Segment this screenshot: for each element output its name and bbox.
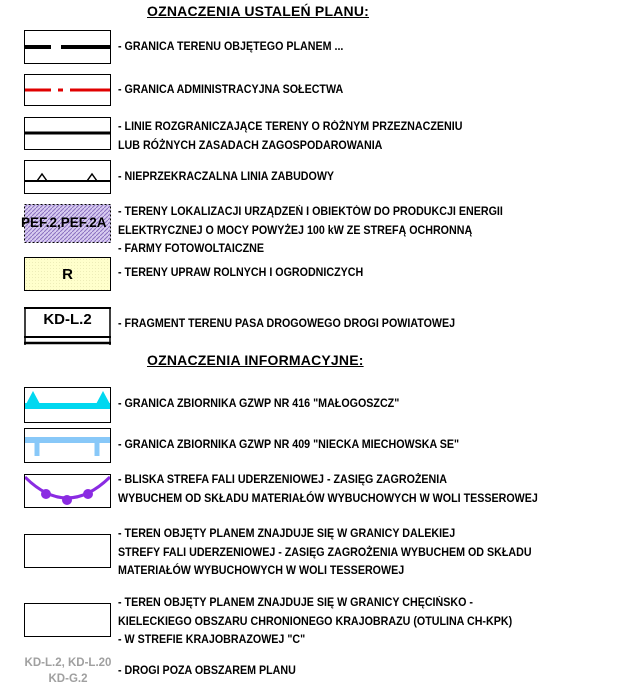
symbol-demarcation-lines bbox=[24, 117, 111, 150]
symbol-label-r: R bbox=[62, 266, 73, 283]
symbol-landscape-area bbox=[24, 603, 111, 637]
dashed-thick-line-icon bbox=[25, 31, 110, 62]
road-labels-line2: KD-G.2 bbox=[48, 673, 88, 685]
building-line-icon bbox=[25, 161, 110, 192]
legend-desc: - TEREN OBJĘTY PLANEM ZNAJDUJE SIĘ W GRANICY CHĘCIŃSKO - KIELECKIEGO OBSZARU CHRONIONEGO KRAJOBRAZU (OTULINA CH-KPK) - W STREFIE KRAJOBRAZOWEJ "C" bbox=[118, 597, 513, 646]
legend-desc: - GRANICA ZBIORNIKA GZWP NR 416 "MAŁOGOSZCZ" bbox=[118, 398, 400, 410]
solid-line-icon bbox=[25, 118, 110, 148]
symbol-gzwp-409 bbox=[24, 428, 111, 463]
legend-desc: - DROGI POZA OBSZAREM PLANU bbox=[118, 665, 296, 677]
symbol-plan-boundary bbox=[24, 30, 111, 64]
legend-desc: - LINIE ROZGRANICZAJĄCE TERENY O RÓŻNYM PRZEZNACZENIU LUB RÓŻNYCH ZASADACH ZAGOSPODAROWANIA bbox=[118, 121, 463, 152]
symbol-r bbox=[24, 257, 111, 291]
cyan-boundary-icon bbox=[25, 388, 110, 421]
symbol-roads-outside bbox=[24, 655, 112, 689]
symbol-pef bbox=[21, 204, 111, 243]
road-labels-line1: KD-L.2, KD-L.20 bbox=[24, 657, 112, 669]
legend-desc: - FRAGMENT TERENU PASA DROGOWEGO DROGI POWIATOWEJ bbox=[118, 318, 456, 330]
purple-arc-icon bbox=[25, 475, 110, 506]
red-dash-dot-line-icon bbox=[25, 75, 110, 104]
legend-desc: - TEREN OBJĘTY PLANEM ZNAJDUJE SIĘ W GRANICY DALEKIEJ STREFY FALI UDERZENIOWEJ - ZASIĘG ZAGROŻENIA WYBUCHEM OD SKŁADU MATERIAŁÓW WYBUCHOWYCH W WOLI TESSEROWEJ bbox=[118, 528, 532, 577]
legend-desc: - GRANICA ZBIORNIKA GZWP NR 409 "NIECKA MIECHOWSKA SE" bbox=[118, 439, 460, 451]
symbol-near-blast-zone bbox=[24, 474, 111, 508]
legend-desc: - TERENY LOKALIZACJI URZĄDZEŃ I OBIEKTÓW DO PRODUKCJI ENERGII ELEKTRYCZNEJ O MOCY POWYŻEJ 100 kW ZE STREFĄ OCHRONNĄ - FARMY FOTOWOLTAICZNE bbox=[118, 206, 503, 255]
symbol-admin-boundary bbox=[24, 74, 111, 106]
legend-desc: - BLISKA STREFA FALI UDERZENIOWEJ - ZASIĘG ZAGROŻENIA WYBUCHEM OD SKŁADU MATERIAŁÓW WYBUCHOWYCH W WOLI TESSEROWEJ bbox=[118, 474, 538, 505]
section-title-ustalenia: OZNACZENIA USTALEŃ PLANU: bbox=[147, 3, 369, 19]
legend-desc: - GRANICA ADMINISTRACYJNA SOŁECTWA bbox=[118, 84, 344, 96]
blue-boundary-icon bbox=[25, 429, 110, 461]
legend-desc: - GRANICA TERENU OBJĘTEGO PLANEM ... bbox=[118, 41, 344, 53]
symbol-gzwp-416 bbox=[24, 387, 111, 423]
symbol-label-kdl2: KD-L.2 bbox=[43, 311, 92, 328]
symbol-far-blast-zone bbox=[24, 534, 111, 568]
symbol-kdl2 bbox=[24, 307, 111, 345]
legend-desc: - NIEPRZEKRACZALNA LINIA ZABUDOWY bbox=[118, 171, 335, 183]
legend-desc: - TERENY UPRAW ROLNYCH I OGRODNICZYCH bbox=[118, 267, 364, 279]
symbol-label-pef: PEF.2,PEF.2A bbox=[21, 215, 107, 230]
section-title-informacyjne: OZNACZENIA INFORMACYJNE: bbox=[147, 352, 364, 368]
symbol-building-line bbox=[24, 160, 111, 194]
